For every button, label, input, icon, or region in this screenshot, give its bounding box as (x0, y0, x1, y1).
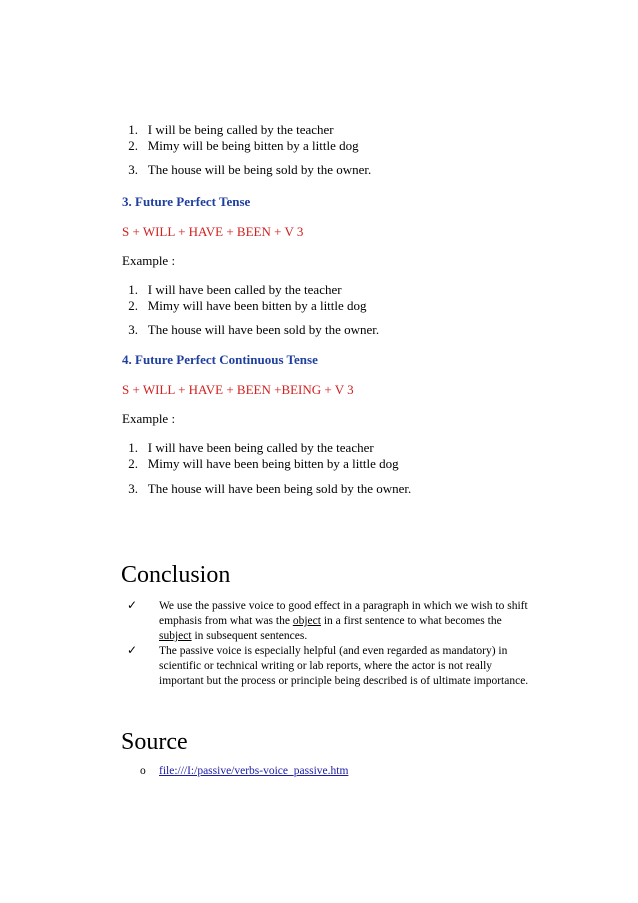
list-item-text: Mimy will have been being bitten by a little dog (147, 456, 399, 471)
conclusion-bullet-1-line-3: subject in subsequent sentences. (159, 630, 308, 642)
source-link[interactable]: file:///I:/passive/verbs-voice_passive.htm (159, 765, 349, 777)
list-item-text: The house will have been being sold by the owner. (147, 481, 412, 496)
list-item: 3. The house will have been being sold by the owner. (128, 481, 412, 496)
list-item-text: I will have been called by the teacher (147, 282, 342, 297)
source-heading: Source (121, 729, 188, 755)
checkmark-icon: ✓ (127, 598, 138, 612)
list-item-text: Mimy will have been bitten by a little dog (147, 298, 367, 313)
list-item: 2. Mimy will be being bitten by a little dog (128, 138, 359, 153)
list-item: 1. I will have been being called by the teacher (128, 440, 374, 455)
list-item-text: I will have been being called by the teacher (147, 440, 374, 455)
list-item: 3. The house will be being sold by the owner. (128, 162, 372, 177)
list-item: 1. I will be being called by the teacher (128, 122, 334, 137)
formula: S + WILL + HAVE + BEEN +BEING + V 3 (122, 382, 354, 397)
conclusion-bullet-2-line-3: important but the process or principle being described is of ultimate importance. (159, 675, 529, 687)
example-label: Example : (122, 411, 176, 426)
conclusion-bullet-2-line-2: scientific or technical writing or lab reports, where the actor is not really (159, 660, 493, 672)
list-item-text: I will be being called by the teacher (147, 122, 334, 137)
list-item: 1. I will have been called by the teacher (128, 282, 342, 297)
example-label: Example : (122, 253, 176, 268)
list-item: 3. The house will have been sold by the owner. (128, 322, 380, 337)
section-heading: 3. Future Perfect Tense (122, 194, 251, 209)
conclusion-bullet-1-line-1: We use the passive voice to good effect in a paragraph in which we wish to shift (159, 600, 528, 612)
circle-bullet-icon: o (140, 765, 146, 777)
list-item-text: The house will have been sold by the owner. (147, 322, 380, 337)
checkmark-icon: ✓ (127, 643, 138, 657)
list-item: 2. Mimy will have been being bitten by a little dog (128, 456, 399, 471)
section-heading: 4. Future Perfect Continuous Tense (122, 352, 318, 367)
formula: S + WILL + HAVE + BEEN + V 3 (122, 224, 304, 239)
conclusion-bullet-1-line-2: emphasis from what was the object in a first sentence to what becomes the (159, 615, 502, 627)
conclusion-bullet-2-line-1: The passive voice is especially helpful (and even regarded as mandatory) in (159, 645, 508, 657)
conclusion-heading: Conclusion (121, 562, 231, 588)
list-item-text: The house will be being sold by the owner. (147, 162, 372, 177)
list-item: 2. Mimy will have been bitten by a little dog (128, 298, 367, 313)
list-item-text: Mimy will be being bitten by a little dog (147, 138, 359, 153)
